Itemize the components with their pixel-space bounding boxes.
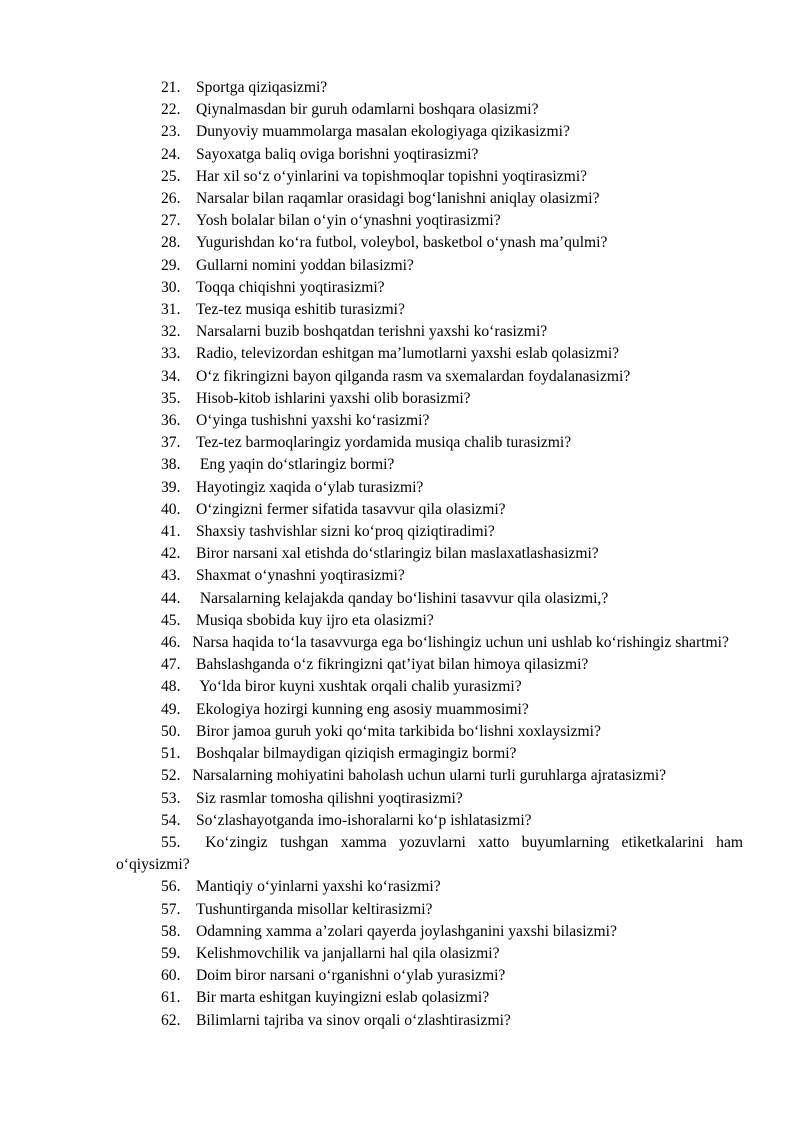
- question-number: 40.: [161, 500, 181, 518]
- question-number: 33.: [161, 345, 181, 363]
- question-item: [116, 255, 743, 277]
- question-text: Yo‘lda biror kuyni xushtak orqali chalib yurasizmi?: [196, 678, 522, 696]
- question-text: Toqqa chiqishni yoqtirasizmi?: [196, 278, 385, 296]
- question-text: Siz rasmlar tomosha qilishni yoqtirasizmi?: [196, 789, 463, 807]
- question-number: 21.: [161, 79, 181, 96]
- question-text: Radio, televizordan eshitgan ma’lumotlarni yaxshi eslab qolasizmi?: [196, 345, 620, 363]
- question-item: [116, 454, 743, 476]
- question-text: Hisob-kitob ishlarini yaxshi olib borasizmi?: [196, 389, 471, 407]
- question-text: Doim biror narsani o‘rganishni o‘ylab yurasizmi?: [196, 967, 506, 985]
- question-number: 49.: [161, 700, 181, 718]
- question-item: [116, 588, 743, 610]
- question-text: Tez-tez barmoqlaringiz yordamida musiqa chalib turasizmi?: [196, 434, 572, 452]
- question-number: 42.: [161, 545, 181, 563]
- question-text: So‘zlashayotganda imo-ishoralarni ko‘p ishlatasizmi?: [196, 811, 532, 829]
- question-number: 44.: [161, 589, 181, 607]
- question-text: Musiqa sbobida kuy ijro eta olasizmi?: [196, 611, 434, 629]
- question-number: 43.: [161, 567, 181, 585]
- question-number: 47.: [161, 656, 181, 674]
- question-item: [116, 321, 743, 343]
- question-text: Kelishmovchilik va janjallarni hal qila olasizmi?: [196, 944, 500, 962]
- question-text: Tushuntirganda misollar keltirasizmi?: [196, 900, 433, 918]
- question-text: Biror narsani xal etishda do‘stlaringiz bilan maslaxatlashasizmi?: [196, 545, 599, 563]
- question-item: [116, 610, 743, 632]
- question-number: 48.: [161, 678, 181, 696]
- question-text: Gullarni nomini yoddan bilasizmi?: [196, 256, 414, 274]
- question-text: Boshqalar bilmaydigan qiziqish ermagingiz bormi?: [196, 745, 517, 763]
- question-number: 29.: [161, 256, 181, 274]
- question-number: 58.: [161, 922, 181, 940]
- question-item: [116, 366, 743, 388]
- question-number: 23.: [161, 123, 181, 141]
- question-number: 46.: [161, 634, 181, 652]
- question-item: [116, 832, 743, 876]
- question-text: O‘zingizni fermer sifatida tasavvur qila olasizmi?: [196, 500, 506, 518]
- question-item: [116, 654, 743, 676]
- question-number: 54.: [161, 811, 181, 829]
- question-text: Sportga qiziqasizmi?: [196, 79, 328, 96]
- question-number: 56.: [161, 878, 181, 896]
- question-number: 32.: [161, 323, 181, 341]
- question-item: [116, 299, 743, 321]
- question-item: [116, 987, 743, 1009]
- question-text: Qiynalmasdan bir guruh odamlarni boshqara olasizmi?: [196, 101, 539, 119]
- question-number: 41.: [161, 523, 181, 541]
- question-item: [116, 721, 743, 743]
- question-item: [116, 676, 743, 698]
- question-number: 28.: [161, 234, 181, 252]
- question-number: 60.: [161, 967, 181, 985]
- question-number: 59.: [161, 944, 181, 962]
- question-item: [116, 77, 743, 99]
- question-text: O‘yinga tushishni yaxshi ko‘rasizmi?: [196, 412, 430, 430]
- question-item: [116, 699, 743, 721]
- question-number: 45.: [161, 611, 181, 629]
- question-item: [116, 943, 743, 965]
- question-text: Mantiqiy o‘yinlarni yaxshi ko‘rasizmi?: [196, 878, 441, 896]
- question-text: Sayoxatga baliq oviga borishni yoqtirasizmi?: [196, 145, 479, 163]
- question-number: 26.: [161, 190, 181, 208]
- question-number: 50.: [161, 722, 181, 740]
- question-text: Eng yaqin do‘stlaringiz bormi?: [196, 456, 395, 474]
- question-text: Narsalarning kelajakda qanday bo‘lishini tasavvur qila olasizmi,?: [196, 589, 609, 607]
- question-item: [116, 210, 743, 232]
- question-item: [116, 743, 743, 765]
- question-text: Shaxsiy tashvishlar sizni ko‘proq qiziqtiradimi?: [196, 523, 495, 541]
- question-number: 36.: [161, 412, 181, 430]
- question-item: [116, 565, 743, 587]
- question-item: [116, 477, 743, 499]
- question-item: [116, 277, 743, 299]
- question-item: [116, 166, 743, 188]
- question-item: [116, 432, 743, 454]
- question-item: [116, 632, 743, 654]
- question-item: [116, 1010, 743, 1032]
- question-number: 24.: [161, 145, 181, 163]
- question-text: Ekologiya hozirgi kunning eng asosiy muammosimi?: [196, 700, 529, 718]
- question-item: [116, 921, 743, 943]
- question-item: [116, 876, 743, 898]
- question-number: 53.: [161, 789, 181, 807]
- question-text: Bahslashganda o‘z fikringizni qat’iyat bilan himoya qilasizmi?: [196, 656, 589, 674]
- question-number: 55.: [161, 833, 181, 851]
- question-item: [116, 232, 743, 254]
- question-item: [116, 144, 743, 166]
- question-number: 30.: [161, 278, 181, 296]
- question-number: 51.: [161, 745, 181, 763]
- question-text: Bir marta eshitgan kuyingizni eslab qolasizmi?: [196, 989, 490, 1007]
- question-number: 25.: [161, 167, 181, 185]
- question-text: O‘z fikringizni bayon qilganda rasm va sxemalardan foydalanasizmi?: [196, 367, 631, 385]
- question-item: [116, 899, 743, 921]
- question-text: Narsalar bilan raqamlar orasidagi bog‘lanishni aniqlay olasizmi?: [196, 190, 600, 208]
- question-item: [116, 543, 743, 565]
- question-number: 34.: [161, 367, 181, 385]
- question-number: 61.: [161, 989, 181, 1007]
- question-item: [116, 343, 743, 365]
- question-text: Dunyoviy muammolarga masalan ekologiyaga qizikasizmi?: [196, 123, 570, 141]
- question-number: 35.: [161, 389, 181, 407]
- question-item: [116, 965, 743, 987]
- question-text: Yugurishdan ko‘ra futbol, voleybol, basketbol o‘ynash ma’qulmi?: [196, 234, 608, 252]
- question-number: 52.: [161, 767, 181, 785]
- question-text: Hayotingiz xaqida o‘ylab turasizmi?: [196, 478, 424, 496]
- question-item: [116, 188, 743, 210]
- question-text: Shaxmat o‘ynashni yoqtirasizmi?: [196, 567, 405, 585]
- question-item: [116, 765, 743, 787]
- question-text: Odamning xamma a’zolari qayerda joylashganini yaxshi bilasizmi?: [196, 922, 617, 940]
- question-item: [116, 388, 743, 410]
- question-item: [116, 121, 743, 143]
- question-number: 27.: [161, 212, 181, 230]
- question-text: Ko‘zingiz tushgan xamma yozuvlarni xatto buyumlarning etiketkalarini ham o‘qiysizmi?: [116, 833, 744, 874]
- question-number: 37.: [161, 434, 181, 452]
- question-number: 31.: [161, 301, 181, 319]
- question-item: [116, 499, 743, 521]
- question-text: Har xil so‘z o‘yinlarini va topishmoqlar topishni yoqtirasizmi?: [196, 167, 588, 185]
- question-list: [116, 77, 743, 1032]
- question-text: Yosh bolalar bilan o‘yin o‘ynashni yoqtirasizmi?: [196, 212, 501, 230]
- question-number: 62.: [161, 1011, 181, 1029]
- question-text: Tez-tez musiqa eshitib turasizmi?: [196, 301, 405, 319]
- question-text: Narsa haqida to‘la tasavvurga ega bo‘lishingiz uchun uni ushlab ko‘rishingiz shartmi?: [188, 634, 729, 652]
- question-item: [116, 99, 743, 121]
- question-number: 57.: [161, 900, 181, 918]
- question-number: 39.: [161, 478, 181, 496]
- question-item: [116, 410, 743, 432]
- question-item: [116, 521, 743, 543]
- question-text: Narsalarning mohiyatini baholash uchun ularni turli guruhlarga ajratasizmi?: [188, 767, 667, 785]
- question-number: 22.: [161, 101, 181, 119]
- question-item: [116, 810, 743, 832]
- question-text: Narsalarni buzib boshqatdan terishni yaxshi ko‘rasizmi?: [196, 323, 548, 341]
- question-item: [116, 788, 743, 810]
- question-text: Bilimlarni tajriba va sinov orqali o‘zlashtirasizmi?: [196, 1011, 511, 1029]
- question-text: Biror jamoa guruh yoki qo‘mita tarkibida bo‘lishni xoxlaysizmi?: [196, 722, 601, 740]
- question-number: 38.: [161, 456, 181, 474]
